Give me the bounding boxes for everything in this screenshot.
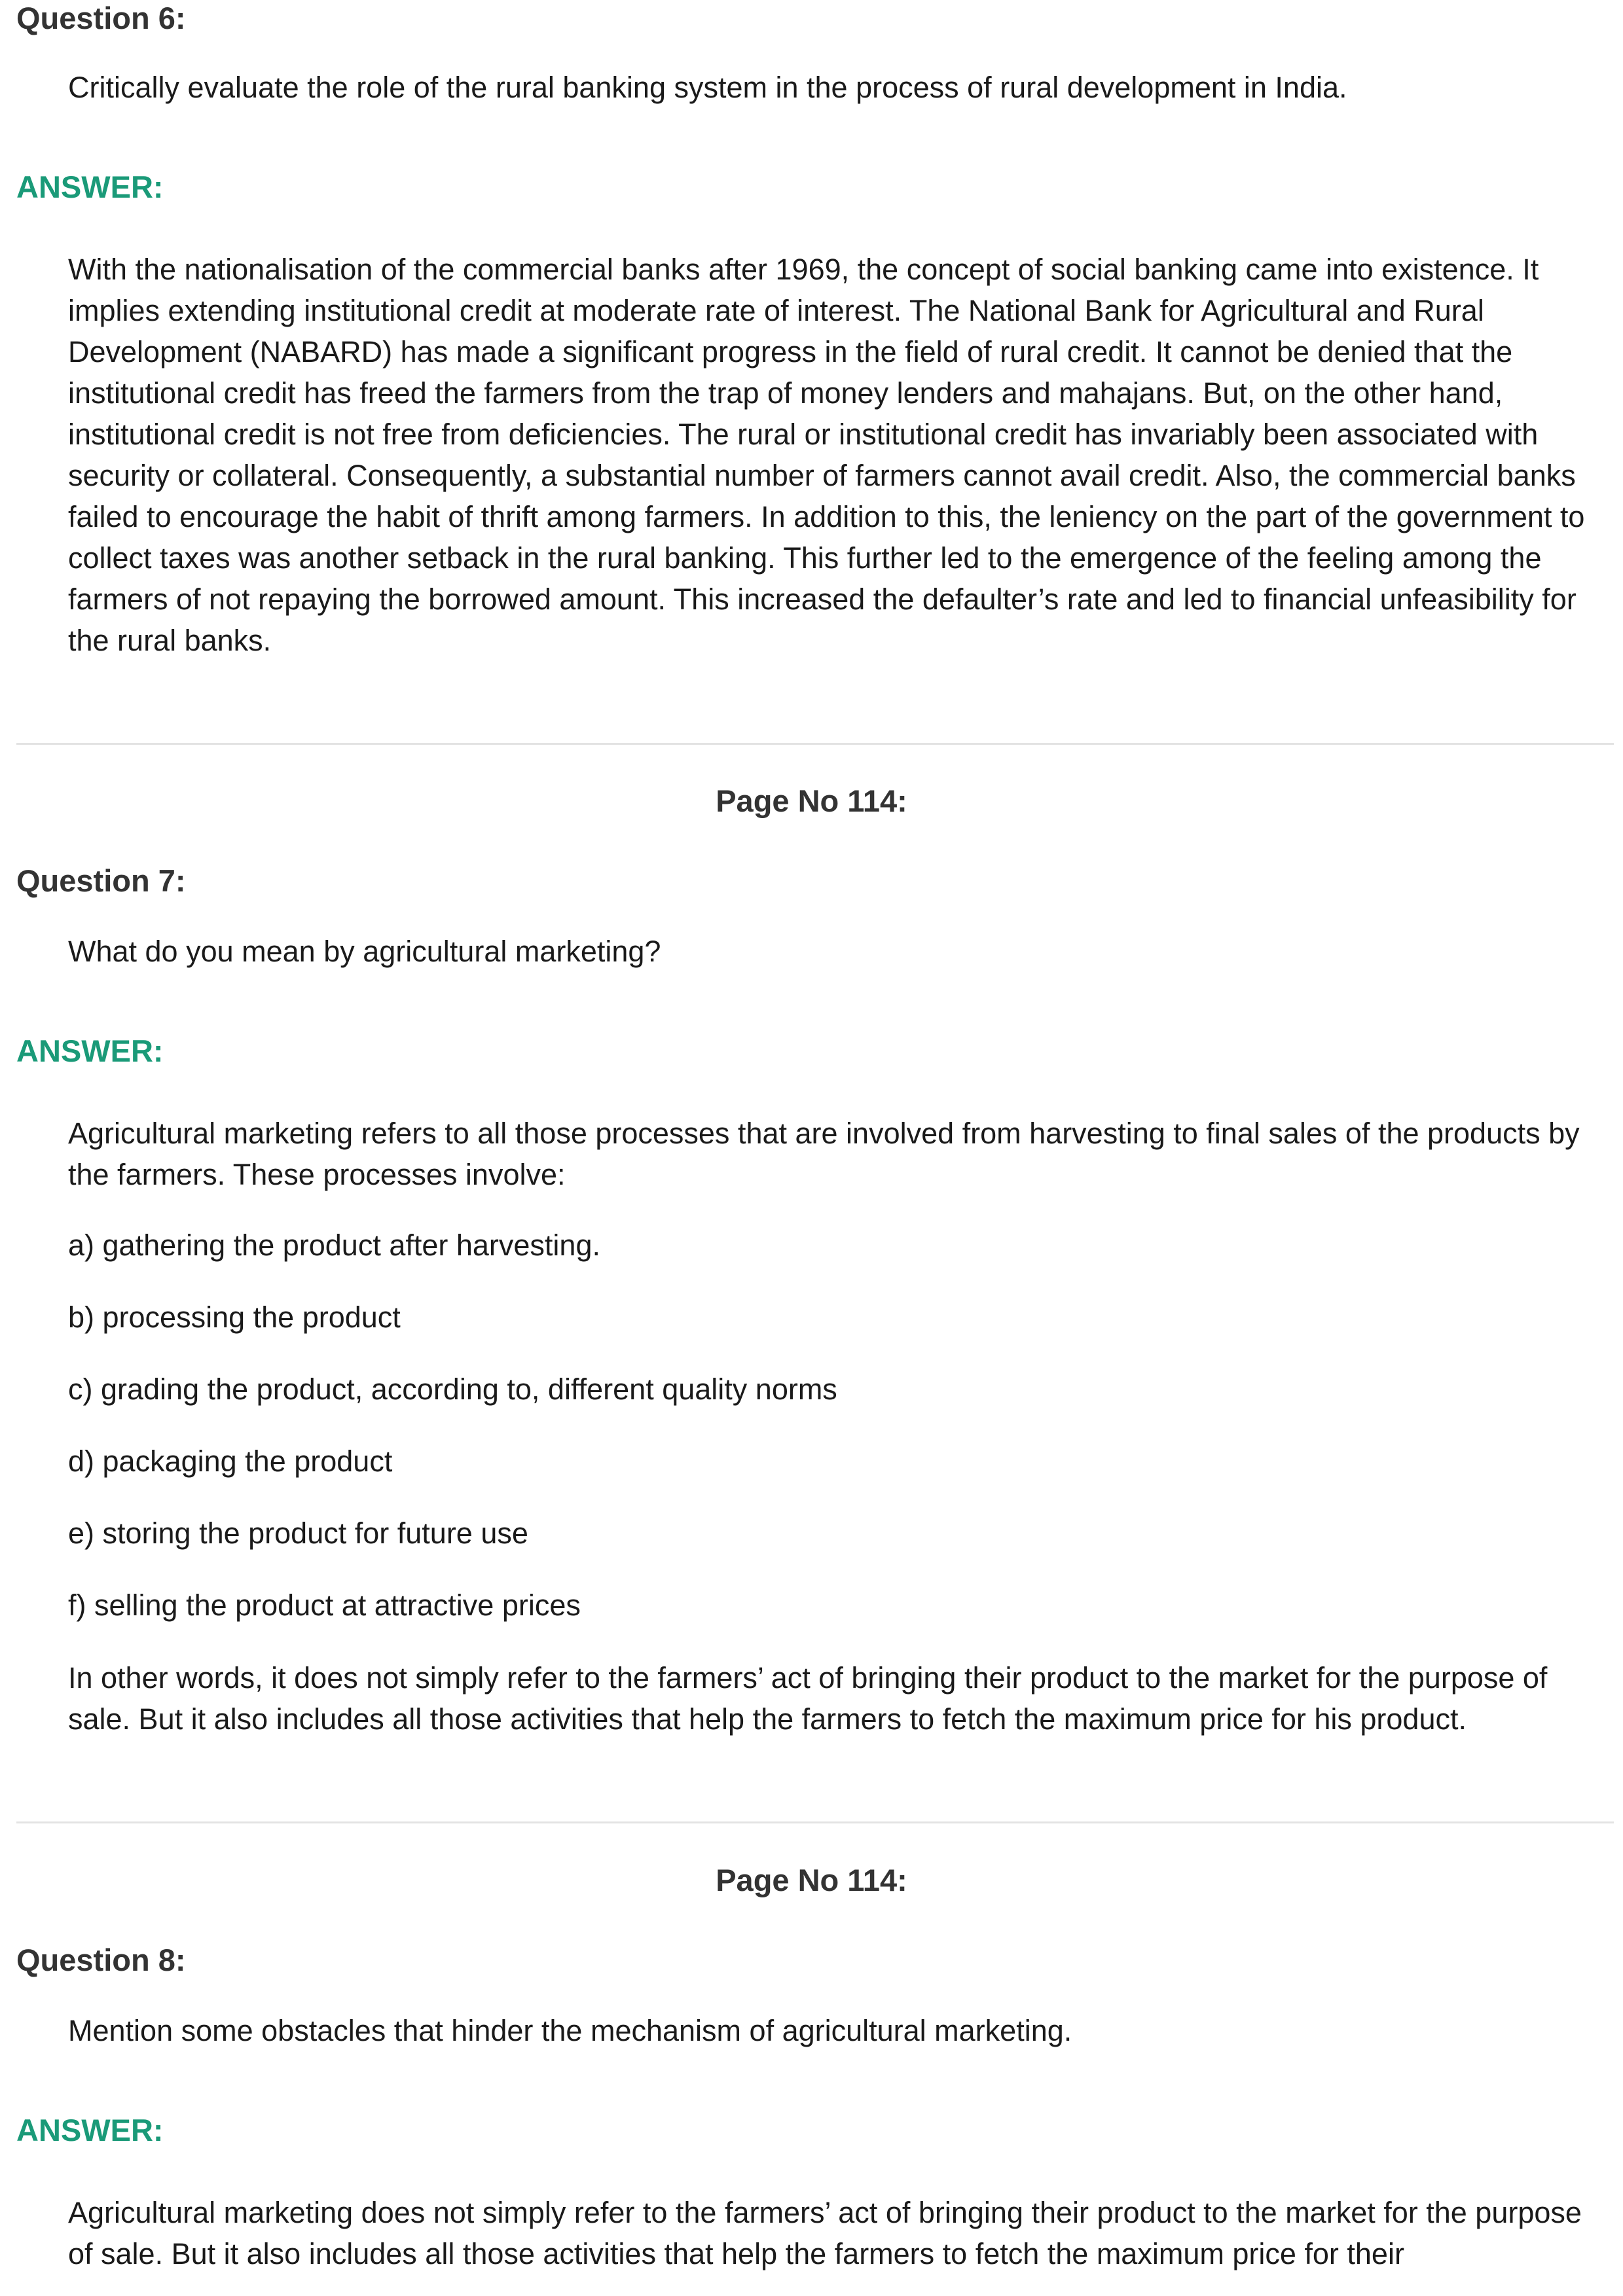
question-7-answer-conclusion: In other words, it does not simply refer to the farmers’ act of bringing their product to the market for the purpose of sale. But it also includes all those activities that help the farmers to fetch the maximum price for his product. [68, 1661, 1548, 1736]
question-7-text: What do you mean by agricultural marketing? [68, 935, 661, 968]
page-number-label: Page No 114: [716, 783, 907, 818]
question-6-heading: Question 6: [16, 1, 186, 35]
question-8-answer-label: ANSWER: [16, 2113, 164, 2147]
answer-list-item: d) packaging the product [68, 1444, 393, 1478]
question-6-answer-label: ANSWER: [16, 170, 164, 204]
question-8-heading: Question 8: [16, 1943, 186, 1977]
section-divider [16, 743, 1614, 745]
answer-list-item: c) grading the product, according to, different quality norms [68, 1372, 837, 1406]
question-8-text: Mention some obstacles that hinder the mechanism of agricultural marketing. [68, 2014, 1072, 2047]
question-7-heading: Question 7: [16, 863, 186, 898]
question-6-answer-text: With the nationalisation of the commercial banks after 1969, the concept of social banking came into existence. It implies extending institutional credit at moderate rate of interest. The National Bank for Agricultural and Rural Development (NABARD) has made a significant progress in the field of rural credit. It cannot be denied that the institutional credit has freed the farmers from the trap of money lenders and mahajans. But, on the other hand, institutional credit is not free from deficiencies. The rural or institutional credit has invariably been associated with security or collateral. Consequently, a substantial number of farmers cannot avail credit. Also, the commercial banks failed to encourage the habit of thrift among farmers. In addition to this, the leniency on the part of the government to collect taxes was another setback in the rural banking. This further led to the emergence of the feeling among the farmers of not repaying the borrowed amount. This increased the defaulter’s rate and led to financial unfeasibility for the rural banks. [68, 253, 1585, 657]
question-8-answer-text: Agricultural marketing does not simply refer to the farmers’ act of bringing their product to the market for the purpose of sale. But it also includes all those activities that help the farmers to fetch the maximum price for their [68, 2196, 1582, 2270]
question-7-answer-intro: Agricultural marketing refers to all those processes that are involved from harvesting to final sales of the products by the farmers. These processes involve: [68, 1117, 1580, 1191]
page-number-label: Page No 114: [716, 1863, 907, 1897]
question-7-answer-label: ANSWER: [16, 1033, 164, 1068]
section-divider [16, 1821, 1614, 1823]
answer-list-item: e) storing the product for future use [68, 1516, 528, 1550]
answer-list-item: a) gathering the product after harvesting. [68, 1229, 600, 1262]
answer-list-item: b) processing the product [68, 1300, 401, 1334]
answer-list-item: f) selling the product at attractive prices [68, 1588, 581, 1622]
question-6-text: Critically evaluate the role of the rural banking system in the process of rural development in India. [68, 71, 1347, 104]
